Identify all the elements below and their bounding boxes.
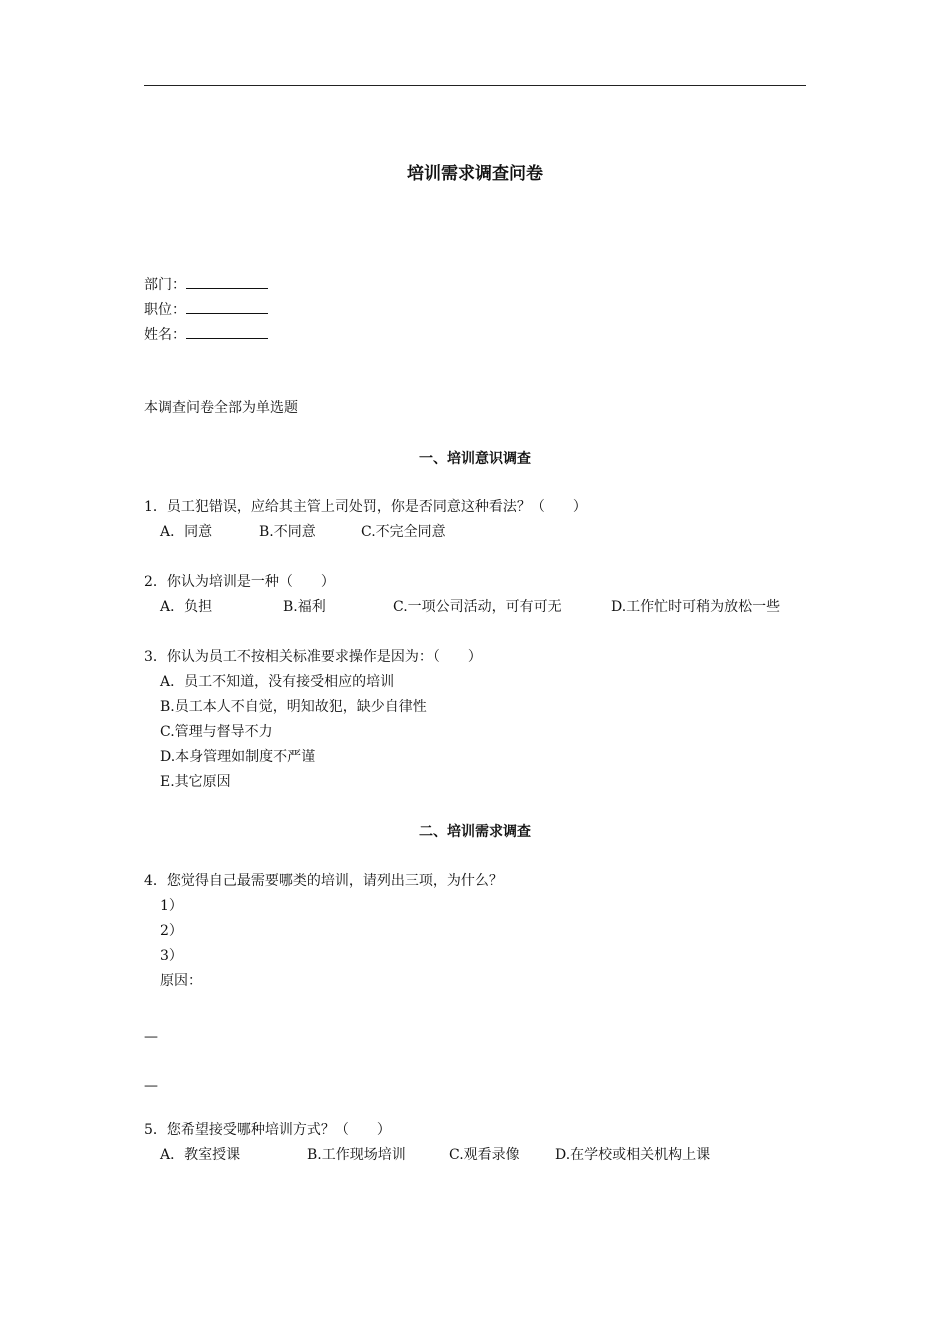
question-5: 5．您希望接受哪种培训方式？（ ） — [144, 1122, 391, 1138]
intro-text: 本调查问卷全部为单选题 — [144, 400, 298, 416]
option-1b[interactable]: B.不同意 — [259, 524, 316, 540]
section-heading-needs: 二、培训需求调查 — [419, 824, 531, 840]
option-3e[interactable]: E.其它原因 — [160, 774, 231, 790]
question-3: 3．你认为员工不按相关标准要求操作是因为：（ ） — [144, 649, 482, 665]
option-3a[interactable]: A．员工不知道，没有接受相应的培训 — [160, 674, 395, 690]
option-5b[interactable]: B.工作现场培训 — [307, 1147, 406, 1163]
answer-4-1[interactable]: 1） — [160, 898, 183, 914]
position-label: 职位： — [144, 302, 186, 318]
option-1c[interactable]: C.不完全同意 — [361, 524, 446, 540]
name-blank[interactable] — [186, 324, 268, 339]
question-4: 4．您觉得自己最需要哪类的培训，请列出三项，为什么？ — [144, 873, 503, 889]
answer-4-reason[interactable]: 原因： — [160, 973, 202, 989]
header-rule — [144, 85, 806, 86]
option-3d[interactable]: D.本身管理如制度不严谨 — [160, 749, 316, 765]
answer-4-2[interactable]: 2） — [160, 923, 183, 939]
name-field — [144, 324, 268, 345]
option-3b[interactable]: B.员工本人不自觉，明知故犯，缺少自律性 — [160, 699, 427, 715]
question-1-options — [160, 522, 800, 542]
answer-line-1: — — [144, 1029, 158, 1045]
option-2b[interactable]: B.福利 — [283, 599, 326, 615]
answer-line-2: — — [144, 1078, 158, 1094]
question-2: 2．你认为培训是一种（ ） — [144, 574, 335, 590]
option-2a[interactable]: A．负担 — [160, 599, 213, 615]
option-2d[interactable]: D.工作忙时可稍为放松一些 — [611, 599, 781, 615]
option-5d[interactable]: D.在学校或相关机构上课 — [555, 1147, 711, 1163]
option-2c[interactable]: C.一项公司活动，可有可无 — [393, 599, 562, 615]
section-heading-awareness: 一、培训意识调查 — [419, 451, 531, 467]
document-title: 培训需求调查问卷 — [407, 164, 543, 184]
position-field — [144, 299, 268, 320]
option-1a[interactable]: A．同意 — [160, 524, 213, 540]
position-blank[interactable] — [186, 299, 268, 314]
option-5c[interactable]: C.观看录像 — [449, 1147, 520, 1163]
question-2-options — [160, 597, 806, 617]
name-label: 姓名： — [144, 327, 186, 343]
question-5-options — [160, 1145, 760, 1165]
answer-4-3[interactable]: 3） — [160, 948, 183, 964]
department-blank[interactable] — [186, 274, 268, 289]
option-3c[interactable]: C.管理与督导不力 — [160, 724, 273, 740]
department-label: 部门： — [144, 277, 186, 293]
option-5a[interactable]: A．教室授课 — [160, 1147, 241, 1163]
department-field — [144, 274, 268, 295]
question-1: 1．员工犯错误，应给其主管上司处罚，你是否同意这种看法？（ ） — [144, 499, 587, 515]
